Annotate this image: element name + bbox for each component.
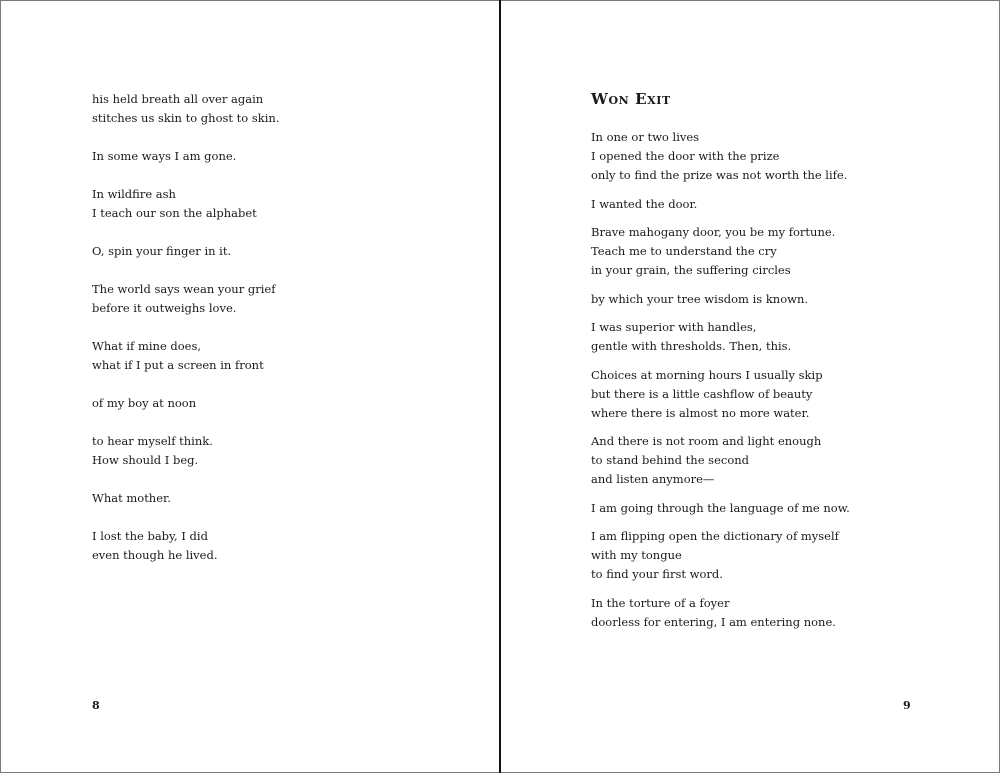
stanza (92, 242, 472, 261)
stanza (92, 147, 472, 166)
poem-line: What mother. (92, 491, 171, 505)
poem-line: his held breath all over again (92, 92, 264, 106)
poem-line: I was superior with handles, (591, 320, 757, 334)
poem-line: Choices at morning hours I usually skip (591, 367, 823, 382)
poem-title: Won Exit (591, 90, 671, 108)
poem-line: of my boy at noon (92, 396, 197, 410)
poem-line: where there is almost no more water. (591, 405, 810, 420)
stanza (591, 223, 971, 280)
poem-line: And there is not room and light enough (591, 434, 822, 448)
poem-line: before it outweighs love. (92, 301, 237, 315)
stanza (92, 527, 472, 565)
poem-line: Teach me to understand the cry (591, 244, 777, 258)
right-poem-text (591, 128, 971, 632)
poem-line: In the torture of a foyer (591, 595, 730, 610)
poem-line: with my tongue (591, 548, 682, 562)
poem-line: I teach our son the alphabet (92, 206, 257, 220)
page-number: 9 (903, 699, 911, 712)
poem-line: I opened the door with the prize (591, 149, 780, 163)
poem-line: by which your tree wisdom is known. (591, 291, 809, 306)
stanza (591, 499, 971, 518)
stanza (591, 366, 971, 423)
stanza (591, 290, 971, 309)
poem-line: and listen anymore— (591, 472, 715, 486)
poem-line: I am flipping open the dictionary of myself (591, 529, 839, 543)
stanza (591, 128, 971, 185)
poem-line: only to find the prize was not worth the life. (591, 168, 848, 182)
poem-line: The world says wean your grief (92, 282, 276, 296)
stanza (591, 318, 971, 356)
right-page (501, 0, 1000, 773)
stanza (591, 594, 971, 632)
poem-line: to find your first word. (591, 567, 723, 581)
stanza (92, 489, 472, 508)
poem-line: in your grain, the suffering circles (591, 263, 791, 277)
page-number: 8 (92, 699, 100, 712)
poem-line: What if mine does, (92, 339, 202, 353)
poem-line: gentle with thresholds. Then, this. (591, 339, 792, 353)
poem-line: In one or two lives (591, 130, 700, 144)
poem-line: I wanted the door. (591, 196, 698, 211)
stanza (591, 195, 971, 214)
stanza (92, 280, 472, 318)
poem-line: even though he lived. (92, 548, 218, 562)
poem-line: to stand behind the second (591, 453, 750, 467)
poem-line: Brave mahogany door, you be my fortune. (591, 225, 836, 239)
left-poem-text (92, 90, 472, 565)
stanza (92, 90, 472, 128)
poem-line: stitches us skin to ghost to skin. (92, 111, 280, 125)
poem-line: In some ways I am gone. (92, 149, 237, 163)
left-page (0, 0, 499, 773)
poem-line: I lost the baby, I did (92, 529, 208, 543)
stanza (591, 527, 971, 584)
stanza (591, 432, 971, 489)
poem-line: what if I put a screen in front (92, 358, 264, 372)
stanza (92, 432, 472, 470)
stanza (92, 185, 472, 223)
poem-line: doorless for entering, I am entering none. (591, 614, 836, 629)
stanza (92, 394, 472, 413)
poem-line: but there is a little cashflow of beauty (591, 386, 813, 401)
poem-line: O, spin your finger in it. (92, 244, 232, 258)
poem-line: I am going through the language of me now. (591, 500, 850, 515)
poem-line: In wildfire ash (92, 187, 176, 201)
poem-line: to hear myself think. (92, 434, 213, 448)
stanza (92, 337, 472, 375)
poem-line: How should I beg. (92, 453, 199, 467)
